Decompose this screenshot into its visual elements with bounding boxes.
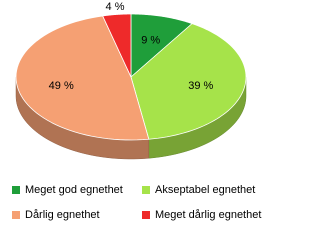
legend-item-darlig xyxy=(12,209,100,221)
legend-label: Meget god egnethet xyxy=(25,184,123,196)
legend-item-meget-god xyxy=(12,184,123,196)
data-label: 9 % xyxy=(141,34,161,47)
data-label: 39 % xyxy=(188,79,214,92)
data-label: 4 % xyxy=(105,1,125,13)
pie-slices xyxy=(16,14,246,140)
legend-label: Meget dårlig egnethet xyxy=(155,209,262,221)
legend-label: Akseptabel egnethet xyxy=(155,184,256,196)
data-label: 49 % xyxy=(48,79,74,92)
legend-swatch xyxy=(12,211,20,219)
legend-item-akseptabel xyxy=(142,184,255,196)
legend-label: Dårlig egnethet xyxy=(25,209,100,221)
legend-swatch xyxy=(142,211,150,219)
legend-item-meget-darlig xyxy=(142,209,261,221)
legend xyxy=(0,178,274,226)
legend-swatch xyxy=(142,186,150,194)
legend-swatch xyxy=(12,186,20,194)
